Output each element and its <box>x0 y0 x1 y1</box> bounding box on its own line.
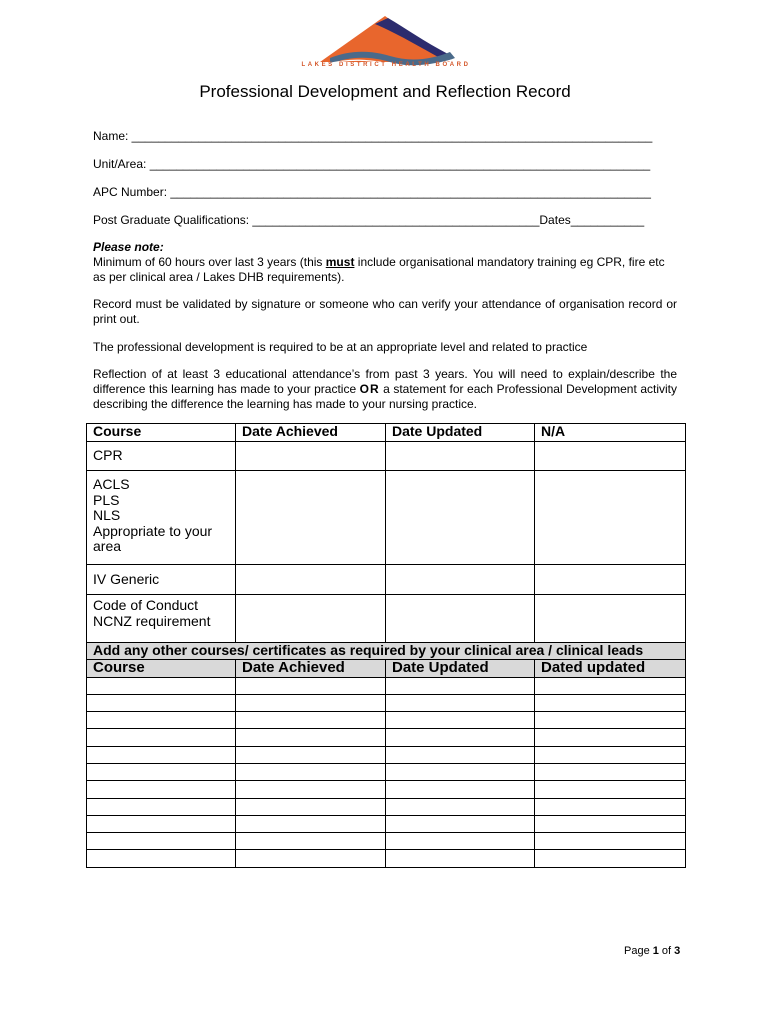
please-note-block <box>93 240 677 285</box>
course-cell[interactable] <box>87 712 236 729</box>
note-text-b: include organisational mandatory training eg CPR, fire etc as per clinical area / Lakes DHB requirements). <box>93 255 665 284</box>
course-cell[interactable] <box>87 729 236 746</box>
table-row <box>87 712 686 729</box>
course-cell[interactable] <box>87 677 236 694</box>
page-title: Professional Development and Reflection Record <box>199 82 571 101</box>
course-cell[interactable] <box>87 798 236 815</box>
date-updated-cell[interactable] <box>386 746 535 763</box>
header-date-updated: Date Updated <box>386 659 535 677</box>
table-header-row <box>87 659 686 677</box>
course-cell[interactable] <box>87 781 236 798</box>
dated-updated-cell[interactable] <box>535 833 686 850</box>
must-emphasis: must <box>325 255 355 269</box>
table-row <box>87 850 686 867</box>
course-cell-life-support: ACLS PLS NLS Appropriate to your area <box>87 471 236 565</box>
date-updated-cell[interactable] <box>386 798 535 815</box>
dated-updated-cell[interactable] <box>535 694 686 711</box>
reflection-text-a: Reflection of at least 3 educational attendance’s from past 3 years. You will need to explain/describe the difference this learning has made to your practice <box>93 367 677 396</box>
date-updated-cell[interactable] <box>386 712 535 729</box>
date-achieved-cell[interactable] <box>236 763 386 780</box>
course-cell[interactable] <box>87 850 236 867</box>
additional-courses-banner: Add any other courses/ certificates as required by your clinical area / clinical leads <box>87 643 686 660</box>
table-row <box>87 595 686 643</box>
table-row <box>87 833 686 850</box>
course-cell[interactable] <box>87 833 236 850</box>
date-achieved-cell[interactable] <box>236 833 386 850</box>
date-updated-cell[interactable] <box>386 442 535 471</box>
course-cell[interactable] <box>87 694 236 711</box>
appropriate-level-note: The professional development is required to be at an appropriate level and related to practice <box>93 340 588 354</box>
date-achieved-cell[interactable] <box>236 815 386 832</box>
additional-courses-table <box>86 642 686 868</box>
table-row <box>87 729 686 746</box>
dated-updated-cell[interactable] <box>535 781 686 798</box>
header-course: Course <box>87 659 236 677</box>
table-row <box>87 677 686 694</box>
page-total: 3 <box>674 945 681 957</box>
unit-area-field[interactable]: Unit/Area: ___________________________________________________________________________ <box>93 157 651 171</box>
date-achieved-cell[interactable] <box>236 729 386 746</box>
date-updated-cell[interactable] <box>386 694 535 711</box>
date-achieved-cell[interactable] <box>236 595 386 643</box>
reflection-text-b: a statement for each Professional Development activity describing the difference the learning has made to your nursing practice. <box>93 382 677 411</box>
date-updated-cell[interactable] <box>386 815 535 832</box>
date-achieved-cell[interactable] <box>236 471 386 565</box>
dated-updated-cell[interactable] <box>535 729 686 746</box>
dated-updated-cell[interactable] <box>535 798 686 815</box>
date-updated-cell[interactable] <box>386 850 535 867</box>
course-cell-code-of-conduct: Code of Conduct NCNZ requirement <box>87 595 236 643</box>
page-current: 1 <box>652 945 659 957</box>
course-cell-iv-generic: IV Generic <box>87 565 236 595</box>
date-updated-cell[interactable] <box>386 763 535 780</box>
org-name: LAKES DISTRICT HEALTH BOARD <box>301 62 471 68</box>
date-updated-cell[interactable] <box>386 471 535 565</box>
dated-updated-cell[interactable] <box>535 850 686 867</box>
course-cell[interactable] <box>87 763 236 780</box>
date-achieved-cell[interactable] <box>236 694 386 711</box>
dated-updated-cell[interactable] <box>535 763 686 780</box>
date-achieved-cell[interactable] <box>236 798 386 815</box>
minimum-hours-note <box>93 255 677 285</box>
header-na: N/A <box>535 424 686 442</box>
validation-note: Record must be validated by signature or someone who can verify your attendance of organisation record or print out. <box>93 297 677 326</box>
reflection-note <box>93 367 677 412</box>
table-row <box>87 471 686 565</box>
date-achieved-cell[interactable] <box>236 781 386 798</box>
date-updated-cell[interactable] <box>386 595 535 643</box>
date-updated-cell[interactable] <box>386 677 535 694</box>
dated-updated-cell[interactable] <box>535 815 686 832</box>
name-field[interactable]: Name: ______________________________________________________________________________ <box>93 129 653 143</box>
date-updated-cell[interactable] <box>386 781 535 798</box>
header-dated-updated: Dated updated <box>535 659 686 677</box>
table-row <box>87 442 686 471</box>
course-cell-cpr: CPR <box>87 442 236 471</box>
header-date-updated: Date Updated <box>386 424 535 442</box>
page-prefix: Page <box>624 945 653 957</box>
dated-updated-cell[interactable] <box>535 746 686 763</box>
table-row <box>87 798 686 815</box>
table-row <box>87 746 686 763</box>
na-cell[interactable] <box>535 565 686 595</box>
date-achieved-cell[interactable] <box>236 677 386 694</box>
dated-updated-cell[interactable] <box>535 677 686 694</box>
date-updated-cell[interactable] <box>386 565 535 595</box>
table-row <box>87 763 686 780</box>
table-row <box>87 781 686 798</box>
date-achieved-cell[interactable] <box>236 850 386 867</box>
course-cell[interactable] <box>87 815 236 832</box>
post-graduate-qualifications-field[interactable]: Post Graduate Qualifications: ___________________________________________Dates___________ <box>93 213 645 227</box>
dated-updated-cell[interactable] <box>535 712 686 729</box>
date-achieved-cell[interactable] <box>236 442 386 471</box>
additional-courses-banner-row <box>87 643 686 660</box>
empty-rows <box>87 677 686 867</box>
header-date-achieved: Date Achieved <box>236 424 386 442</box>
table-row <box>87 694 686 711</box>
course-cell[interactable] <box>87 746 236 763</box>
date-updated-cell[interactable] <box>386 729 535 746</box>
mandatory-courses-table <box>86 423 686 643</box>
date-achieved-cell[interactable] <box>236 712 386 729</box>
page-of: of <box>658 945 675 957</box>
please-note-heading: Please note: <box>93 240 164 254</box>
header-date-achieved: Date Achieved <box>236 659 386 677</box>
table-header-row <box>87 424 686 442</box>
page-number <box>624 945 680 957</box>
date-updated-cell[interactable] <box>386 833 535 850</box>
na-cell[interactable] <box>535 471 686 565</box>
note-text-a: Minimum of 60 hours over last 3 years (this <box>93 255 326 269</box>
apc-number-field[interactable]: APC Number: ________________________________________________________________________ <box>93 185 651 199</box>
date-achieved-cell[interactable] <box>236 565 386 595</box>
date-achieved-cell[interactable] <box>236 746 386 763</box>
table-row <box>87 565 686 595</box>
header-course: Course <box>87 424 236 442</box>
or-emphasis: OR <box>359 382 380 396</box>
na-cell[interactable] <box>535 442 686 471</box>
table-row <box>87 815 686 832</box>
na-cell[interactable] <box>535 595 686 643</box>
